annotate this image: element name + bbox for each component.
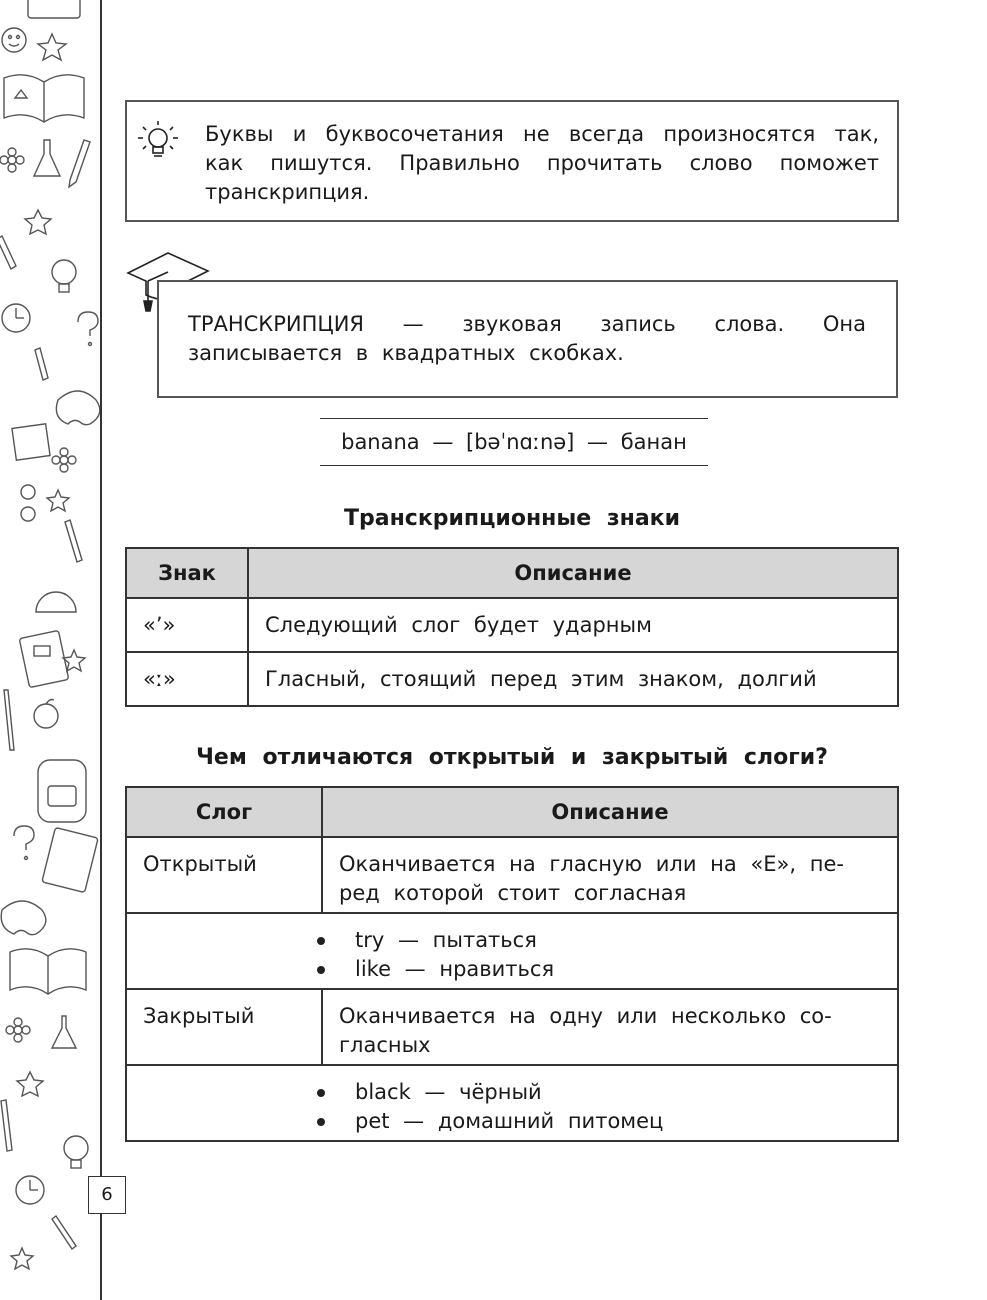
examples-row	[126, 1065, 898, 1141]
open-book-icon	[10, 949, 86, 994]
definition-text: ТРАНСКРИПЦИЯ — звуковая запись слова. Она записывается в квадратных скобках.	[188, 312, 866, 365]
syllables-table	[125, 786, 899, 1142]
page-number: 6	[88, 1176, 126, 1214]
list-item: try — пытаться	[355, 926, 881, 955]
open-book-icon	[4, 75, 84, 122]
list-item: pet — домашний питомец	[355, 1107, 881, 1136]
pencil-icon	[65, 520, 82, 562]
star-icon	[17, 1072, 43, 1096]
definition-box	[157, 280, 898, 398]
description-cell: Следующий слог будет ударным	[248, 598, 898, 652]
decorative-doodle-border	[0, 0, 102, 1300]
star-icon	[47, 490, 69, 511]
list-item: black — чёрный	[355, 1078, 881, 1107]
note-text: Буквы и буквосочетания не всегда произносятся так, как пишутся. Правильно прочитать слово поможет транскрипция.	[205, 122, 879, 204]
flask-icon	[52, 1016, 76, 1048]
star-icon	[11, 1248, 33, 1269]
examples-list	[127, 926, 881, 984]
pencil-icon	[52, 1216, 76, 1249]
column-header: Описание	[248, 548, 898, 598]
signs-table-title: Транскрипционные знаки	[343, 506, 681, 531]
examples-cell	[126, 1065, 898, 1141]
face-doodle	[2, 28, 26, 52]
glasses-icon	[21, 485, 35, 521]
column-header: Слог	[126, 787, 322, 837]
note-box	[125, 100, 899, 222]
star-icon	[38, 34, 66, 60]
sign-cell: «ʼ»	[126, 598, 248, 652]
alarm-clock-icon	[16, 1176, 44, 1204]
flask-icon	[34, 140, 60, 176]
examples-row	[126, 913, 898, 989]
backpack-icon	[38, 760, 86, 822]
table-row	[126, 989, 898, 1065]
apple-icon	[34, 700, 58, 729]
column-header: Описание	[322, 787, 898, 837]
description-cell: Оканчивается на одну или несколько со- гласных	[322, 989, 898, 1065]
table-row	[126, 598, 898, 652]
table-row	[126, 652, 898, 706]
table-header-row	[126, 787, 898, 837]
flower-icon	[0, 148, 24, 172]
book-icon	[28, 0, 80, 18]
palette-icon	[1, 901, 46, 935]
list-item: like — нравиться	[355, 955, 881, 984]
examples-list	[127, 1078, 881, 1136]
alarm-clock-icon	[2, 304, 30, 332]
lightbulb-icon	[135, 118, 181, 168]
flower-icon	[52, 448, 76, 472]
star-icon	[25, 210, 51, 234]
flower-icon	[6, 1018, 30, 1042]
pencil-icon	[1, 1100, 12, 1151]
palette-icon	[56, 391, 99, 425]
examples-cell	[126, 913, 898, 989]
syllable-type-cell: Закрытый	[126, 989, 322, 1065]
table-header-row	[126, 548, 898, 598]
question-mark-icon	[78, 312, 98, 346]
sign-cell: «ː»	[126, 652, 248, 706]
pencil-icon	[0, 236, 16, 269]
notebook-icon	[19, 630, 69, 687]
pencil-icon	[69, 140, 90, 187]
table-row	[126, 837, 898, 913]
question-mark-icon	[14, 826, 34, 860]
sticky-note-icon	[12, 424, 50, 460]
syllables-table-title: Чем отличаются открытый и закрытый слоги?	[196, 745, 828, 770]
lightbulb-icon	[64, 1136, 88, 1168]
book-icon	[42, 828, 98, 893]
ruler-triangle-icon	[36, 592, 76, 612]
transcription-example: banana — [bəˈnɑːnə] — банан	[320, 418, 708, 466]
brush-icon	[4, 690, 14, 750]
description-cell: Оканчивается на гласную или на «Е», пе- ред которой стоит согласная	[322, 837, 898, 913]
signs-table	[125, 547, 899, 707]
lightbulb-icon	[52, 260, 76, 292]
syllable-type-cell: Открытый	[126, 837, 322, 913]
description-cell: Гласный, стоящий перед этим знаком, долгий	[248, 652, 898, 706]
pencil-icon	[35, 348, 48, 380]
column-header: Знак	[126, 548, 248, 598]
